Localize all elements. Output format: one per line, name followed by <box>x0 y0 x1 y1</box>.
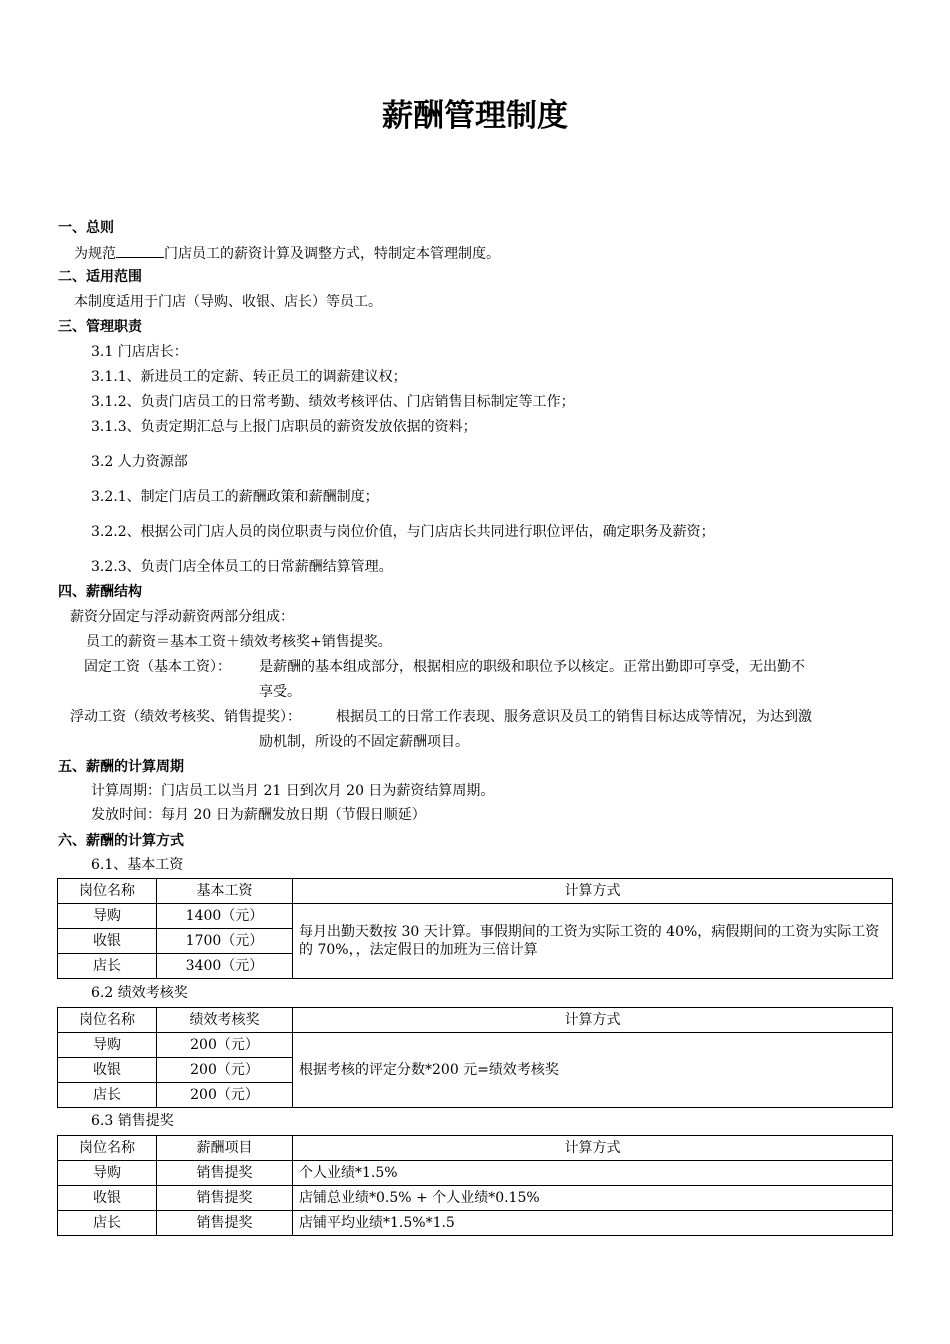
scope-paragraph: 本制度适用于门店（导购、收银、店长）等员工。 <box>74 294 382 310</box>
table-header-row <box>58 1008 893 1033</box>
sales-commission-table <box>57 1135 893 1236</box>
section-heading-scope: 二、适用范围 <box>58 269 142 285</box>
position-cell: 导购 <box>58 904 157 929</box>
header-base-salary: 基本工资 <box>157 879 293 904</box>
header-position: 岗位名称 <box>58 1136 157 1161</box>
position-cell: 收银 <box>58 1186 157 1211</box>
table-row <box>58 1033 893 1058</box>
general-text-a: 为规范 <box>74 246 116 262</box>
header-position: 岗位名称 <box>58 879 157 904</box>
position-cell: 收银 <box>58 929 157 954</box>
pay-item-cell: 销售提奖 <box>157 1161 293 1186</box>
section-heading-method: 六、薪酬的计算方式 <box>58 833 184 849</box>
table-header-row <box>58 879 893 904</box>
table-caption-base-salary: 6.1、基本工资 <box>91 857 184 873</box>
duty-3-2-2: 3.2.2、根据公司门店人员的岗位职责与岗位价值，与门店店长共同进行职位评估，确定职务及薪资； <box>91 524 715 540</box>
fixed-salary-label: 固定工资（基本工资）： <box>84 659 231 675</box>
floating-salary-text: 根据员工的日常工作表现、服务意识及员工的销售目标达成等情况，为达到激 <box>336 709 812 725</box>
method-note: 每月出勤天数按 30 天计算。事假期间的工资为实际工资的 40%，病假期间的工资为实际工资的 70%，，法定假日的加班为三倍计算 <box>293 904 893 979</box>
section-heading-general: 一、总则 <box>58 220 114 236</box>
fixed-salary-text: 是薪酬的基本组成部分，根据相应的职级和职位予以核定。正常出勤即可享受，无出勤不 <box>259 659 805 675</box>
amount-cell: 1400（元） <box>157 904 293 929</box>
formula-cell: 店铺平均业绩*1.5%*1.5 <box>293 1211 893 1236</box>
amount-cell: 200（元） <box>157 1083 293 1108</box>
document-title: 薪酬管理制度 <box>382 98 568 134</box>
calculation-cycle: 计算周期：门店员工以当月 21 日到次月 20 日为薪资结算周期。 <box>91 783 495 799</box>
amount-cell: 1700（元） <box>157 929 293 954</box>
section-heading-responsibilities: 三、管理职责 <box>58 319 142 335</box>
fixed-salary-text-cont: 享受。 <box>259 684 301 700</box>
header-position: 岗位名称 <box>58 1008 157 1033</box>
duty-3-1-3: 3.1.3、负责定期汇总与上报门店职员的薪资发放依据的资料； <box>91 419 477 435</box>
fill-in-blank <box>116 243 164 258</box>
header-performance-bonus: 绩效考核奖 <box>157 1008 293 1033</box>
pay-item-cell: 销售提奖 <box>157 1186 293 1211</box>
table-header-row <box>58 1136 893 1161</box>
structure-line-1: 薪资分固定与浮动薪资两部分组成： <box>70 609 294 625</box>
table-row <box>58 1186 893 1211</box>
position-cell: 导购 <box>58 1033 157 1058</box>
method-note: 根据考核的评定分数*200 元=绩效考核奖 <box>293 1033 893 1108</box>
position-cell: 店长 <box>58 1211 157 1236</box>
floating-salary-text-cont: 励机制，所设的不固定薪酬项目。 <box>259 734 469 750</box>
duty-3-2-1: 3.2.1、制定门店员工的薪酬政策和薪酬制度； <box>91 489 379 505</box>
position-cell: 店长 <box>58 954 157 979</box>
header-method: 计算方式 <box>293 879 893 904</box>
table-row <box>58 1211 893 1236</box>
general-paragraph <box>74 243 500 263</box>
duty-3-1-1: 3.1.1、新进员工的定薪、转正员工的调薪建议权； <box>91 369 407 385</box>
floating-salary-label: 浮动工资（绩效考核奖、销售提奖）： <box>70 709 301 725</box>
section-heading-cycle: 五、薪酬的计算周期 <box>58 759 184 775</box>
base-salary-table <box>57 878 893 979</box>
duty-3-2-3: 3.2.3、负责门店全体员工的日常薪酬结算管理。 <box>91 559 393 575</box>
position-cell: 店长 <box>58 1083 157 1108</box>
header-method: 计算方式 <box>293 1008 893 1033</box>
table-caption-performance: 6.2 绩效考核奖 <box>91 985 188 1001</box>
amount-cell: 3400（元） <box>157 954 293 979</box>
header-pay-item: 薪酬项目 <box>157 1136 293 1161</box>
hr-subheading: 3.2 人力资源部 <box>91 454 188 470</box>
salary-formula: 员工的薪资＝基本工资＋绩效考核奖+销售提奖。 <box>86 634 392 650</box>
table-caption-sales-commission: 6.3 销售提奖 <box>91 1113 174 1129</box>
amount-cell: 200（元） <box>157 1058 293 1083</box>
pay-item-cell: 销售提奖 <box>157 1211 293 1236</box>
formula-cell: 个人业绩*1.5% <box>293 1161 893 1186</box>
payment-date: 发放时间：每月 20 日为薪酬发放日期（节假日顺延） <box>91 807 426 823</box>
store-manager-subheading: 3.1 门店店长： <box>91 344 188 360</box>
formula-cell: 店铺总业绩*0.5% + 个人业绩*0.15% <box>293 1186 893 1211</box>
duty-3-1-2: 3.1.2、负责门店员工的日常考勤、绩效考核评估、门店销售目标制定等工作； <box>91 394 575 410</box>
header-method: 计算方式 <box>293 1136 893 1161</box>
amount-cell: 200（元） <box>157 1033 293 1058</box>
position-cell: 导购 <box>58 1161 157 1186</box>
performance-bonus-table <box>57 1007 893 1108</box>
position-cell: 收银 <box>58 1058 157 1083</box>
section-heading-structure: 四、薪酬结构 <box>58 584 142 600</box>
table-row <box>58 1161 893 1186</box>
table-row <box>58 904 893 929</box>
general-text-b: 门店员工的薪资计算及调整方式，特制定本管理制度。 <box>164 246 500 262</box>
